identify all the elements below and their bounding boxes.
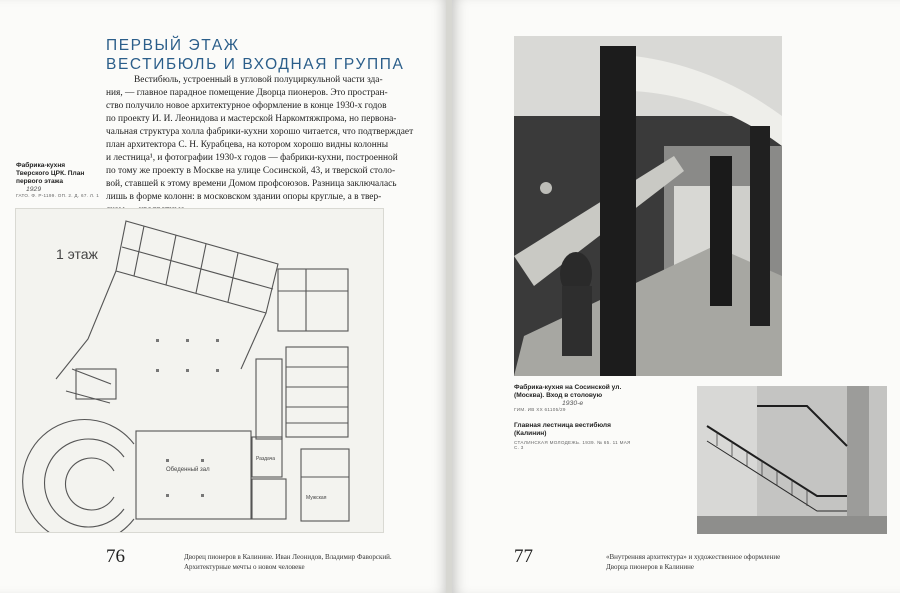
title-line: ВЕСТИБЮЛЬ И ВХОДНАЯ ГРУППА bbox=[106, 56, 405, 73]
body-text bbox=[106, 74, 424, 217]
photo2-caption bbox=[514, 422, 684, 450]
page-number: 77 bbox=[514, 546, 533, 567]
caption-year: 1929 bbox=[26, 186, 42, 193]
staircase-photo-drawing bbox=[514, 36, 782, 376]
running-head-line: Дворец пионеров в Калинине. Иван Леонидов, Владимир Фаворский. bbox=[184, 553, 392, 561]
room-label: Обеденный зал bbox=[166, 467, 210, 473]
lestnitsa-photo bbox=[697, 386, 887, 534]
staircase-photo bbox=[514, 36, 782, 376]
plan-caption bbox=[16, 162, 104, 198]
caption-line: (Калинин) bbox=[514, 430, 547, 437]
caption-line: Тверского ЦРК. План bbox=[16, 170, 85, 177]
floor-plan-drawing bbox=[16, 209, 383, 532]
body-line: лишь в форме колонн: в московском здании опоры круглые, а в твер- bbox=[106, 192, 382, 202]
body-line: ство получило новое архитектурное оформление в конце 1930-х годов bbox=[106, 101, 387, 111]
caption-source: ГИМ. ИВ XX 61105/29 bbox=[514, 407, 566, 412]
running-head bbox=[184, 553, 392, 572]
left-page bbox=[0, 0, 448, 593]
body-line: Вестибюль, устроенный в угловой полуциркульной части зда- bbox=[134, 75, 383, 85]
floor-label: 1 этаж bbox=[56, 246, 98, 262]
caption-line: (Москва). Вход в столовую bbox=[514, 392, 603, 399]
running-head bbox=[606, 553, 780, 572]
body-line: вой, ставшей к этому времени Домом профсоюзов. Разница заключалась bbox=[106, 179, 397, 189]
caption-source: ГАТО. Ф. Р-1199. ОП. 2. Д. 67. Л. 1 bbox=[16, 193, 100, 198]
caption-line: первого этажа bbox=[16, 178, 64, 185]
body-line: и лестница¹, и фотографии 1930-х годов — фабрики-кухни, построенной bbox=[106, 153, 398, 163]
body-line: ния, — главное парадное помещение Дворца пионеров. Это простран- bbox=[106, 88, 388, 98]
title-line: ПЕРВЫЙ ЭТАЖ bbox=[106, 37, 240, 54]
body-line: чальная структура холла фабрики-кухни хорошо читается, что подтверждает bbox=[106, 127, 414, 137]
running-head-line: Архитектурные мечты о новом человеке bbox=[184, 562, 305, 571]
room-label: Мужская bbox=[306, 495, 327, 501]
room-label: Раздача bbox=[256, 456, 276, 462]
caption-year: 1930-е bbox=[562, 400, 584, 407]
running-head-line: Дворца пионеров в Калинине bbox=[606, 562, 694, 571]
body-line: план архитектора С. Н. Курабцева, на котором хорошо видны колонны bbox=[106, 140, 389, 150]
running-head-line: «Внутренняя архитектура» и художественное оформление bbox=[606, 553, 781, 561]
caption-source: С. 3 bbox=[514, 445, 524, 450]
caption-line: Фабрика-кухня bbox=[16, 162, 66, 169]
floor-plan-image bbox=[15, 208, 384, 533]
caption-source: СТАЛИНСКАЯ МОЛОДЕЖЬ. 1939. № 65. 11 МАЯ bbox=[514, 440, 631, 445]
body-line: по тому же проекту в Москве на улице Сосинской, 43, и тверской столо- bbox=[106, 166, 396, 176]
caption-line: Фабрика-кухня на Сосинской ул. bbox=[514, 384, 622, 391]
page-number: 76 bbox=[106, 546, 125, 567]
photo1-caption bbox=[514, 384, 674, 412]
caption-line: Главная лестница вестибюля bbox=[514, 422, 611, 429]
section-title bbox=[106, 36, 426, 74]
body-line: по проекту И. И. Леонидова и мастерской Наркомтяжпрома, но первона- bbox=[106, 114, 397, 124]
lestnitsa-photo-drawing bbox=[697, 386, 887, 534]
